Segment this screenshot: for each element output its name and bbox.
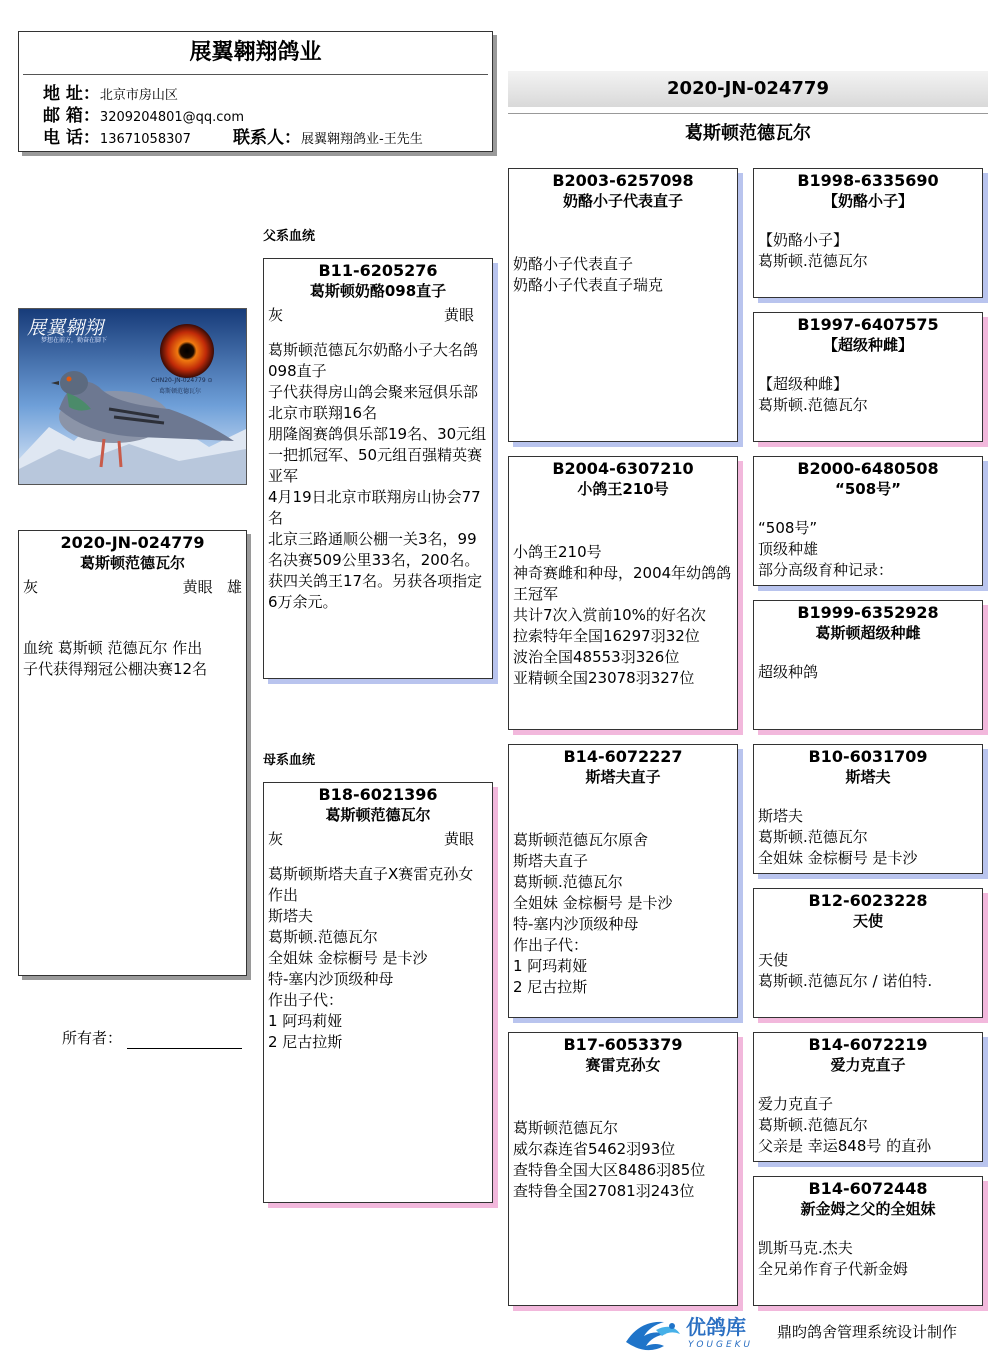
gen3-name: 斯塔夫直子 <box>585 768 661 786</box>
dam-section-label: 母系血统 <box>263 753 316 768</box>
email-label: 邮 箱： <box>43 106 100 126</box>
subject-color: 灰 <box>23 578 39 596</box>
gen4-notes: 天使 葛斯顿.范德瓦尔 / 诺伯特. <box>758 951 933 990</box>
gen4-notes: 【奶酪小子】 葛斯顿.范德瓦尔 <box>758 231 868 270</box>
phone-label: 电 话： <box>43 128 100 148</box>
sire-name: 葛斯顿奶酪098直子 <box>309 282 447 300</box>
gen3-ring: B2004-6307210 <box>552 459 694 478</box>
email-row <box>43 106 423 128</box>
contact-value: 展翼翱翔鸽业-王先生 <box>301 132 423 147</box>
dam-ring: B18-6021396 <box>318 785 438 804</box>
subject-attrs <box>19 577 246 598</box>
owner-row <box>62 1027 242 1049</box>
photo-slogan: 梦想在前方，勤奋在脚下 <box>41 337 108 344</box>
brand-logo-icon <box>620 1312 684 1358</box>
gen4-ring: B1998-6335690 <box>797 171 939 190</box>
subject-eye: 黄眼 <box>182 578 213 596</box>
gen4-name: 爱力克直子 <box>830 1056 906 1074</box>
gen4-ring: B14-6072219 <box>808 1035 928 1054</box>
right-header-ring-bar <box>508 71 988 107</box>
dam-name: 葛斯顿范德瓦尔 <box>325 806 431 824</box>
gen4-card-2 <box>753 312 983 442</box>
gen4-card-6 <box>753 888 983 1018</box>
gen4-name: 新金姆之父的全姐妹 <box>800 1200 936 1218</box>
gen3-name: 奶酪小子代表直子 <box>562 192 683 210</box>
gen3-ring: B17-6053379 <box>563 1035 683 1054</box>
gen4-card-4 <box>753 600 983 730</box>
gen4-card-3 <box>753 456 983 586</box>
gen3-card-2 <box>508 456 738 730</box>
gen4-notes: 超级种鸽 <box>758 663 819 681</box>
gen4-name: 【超级种雌】 <box>822 336 913 354</box>
email-value: 3209204801@qq.com <box>99 110 245 125</box>
pigeon-photo <box>18 308 247 485</box>
gen3-card-1 <box>508 168 738 442</box>
gen3-notes: 葛斯顿范德瓦尔原舍 斯塔夫直子 葛斯顿.范德瓦尔 全姐妹 金棕橱号 是卡沙 特-塞内沙顶级种母 作出子代： 1 阿玛莉娅 2 尼古拉斯 <box>513 831 673 996</box>
gen4-name: 天使 <box>852 912 883 930</box>
subject-ring: 2020-JN-024779 <box>60 533 205 552</box>
gen3-ring: B14-6072227 <box>563 747 683 766</box>
owner-input-line[interactable] <box>127 1031 242 1049</box>
gen4-ring: B2000-6480508 <box>797 459 939 478</box>
address-value: 北京市房山区 <box>99 88 178 103</box>
photo-banner-text: 展翼翱翔 <box>27 317 104 339</box>
sire-section-label: 父系血统 <box>263 229 316 244</box>
gen3-notes: 葛斯顿范德瓦尔 威尔森连省5462羽93位 查特鲁全国大区8486羽85位 查特鲁全国27081羽243位 <box>513 1119 706 1200</box>
gen4-notes: “508号” 顶级种雄 部分高级育种记录： <box>758 519 894 579</box>
gen4-ring: B10-6031709 <box>808 747 928 766</box>
gen4-name: 斯塔夫 <box>845 768 891 786</box>
owner-label: 所有者： <box>62 1029 123 1047</box>
gen4-name: 【奶酪小子】 <box>822 192 913 210</box>
phone-row <box>43 128 423 150</box>
gen3-name: 赛雷克孙女 <box>585 1056 661 1074</box>
photo-caption-name: 葛斯顿范德瓦尔 <box>159 388 202 395</box>
dam-card <box>263 782 493 1203</box>
subject-card <box>18 530 247 976</box>
right-header-name: 葛斯顿范德瓦尔 <box>685 123 811 144</box>
dam-notes: 葛斯顿斯塔夫直子X赛雷克孙女作出 斯塔夫 葛斯顿.范德瓦尔 全姐妹 金棕橱号 是卡沙 特-塞内沙顶级种母 作出子代： 1 阿玛莉娅 2 尼古拉斯 <box>268 865 474 1051</box>
gen4-notes: 凯斯马克.杰夫 全兄弟作育子代新金姆 <box>758 1239 909 1278</box>
loft-info-box <box>18 31 493 152</box>
dam-color: 灰 <box>268 830 284 848</box>
gen4-notes: 斯塔夫 葛斯顿.范德瓦尔 全姐妹 金棕橱号 是卡沙 <box>758 807 918 867</box>
sire-eye: 黄眼 <box>443 306 474 324</box>
contact-label: 联系人： <box>233 128 302 148</box>
gen4-card-1 <box>753 168 983 298</box>
gen4-ring: B12-6023228 <box>808 891 928 910</box>
gen3-name: 小鸽王210号 <box>577 480 669 498</box>
gen3-card-4 <box>508 1032 738 1306</box>
gen4-name: “508号” <box>834 480 902 498</box>
gen4-card-7 <box>753 1032 983 1162</box>
sire-attrs <box>264 305 492 326</box>
brand-name-en: YOUGEKU <box>688 1340 754 1350</box>
sire-card <box>263 258 493 679</box>
header-divider <box>23 74 488 75</box>
gen4-card-8 <box>753 1176 983 1306</box>
photo-caption-ring: CHN20-JN-024779 ⊙ <box>151 377 213 384</box>
gen3-notes: 小鸽王210号 神奇赛雌和种母，2004年幼鸽鸽王冠军 共计7次入赏前10%的好名次 拉索特年全国16297羽32位 波治全国48553羽326位 亚精顿全国23078羽327位 <box>513 543 732 687</box>
gen3-ring: B2003-6257098 <box>552 171 694 190</box>
right-header-divider <box>508 113 988 114</box>
gen4-notes: 【超级种雌】 葛斯顿.范德瓦尔 <box>758 375 868 414</box>
subject-notes: 血统 葛斯顿 范德瓦尔 作出 子代获得翔冠公棚决赛12名 <box>23 639 208 678</box>
dam-attrs <box>264 829 492 850</box>
subject-sex: 雄 <box>226 578 242 596</box>
address-row <box>43 84 423 106</box>
sire-color: 灰 <box>268 306 284 324</box>
footer <box>620 1312 1000 1360</box>
subject-name: 葛斯顿范德瓦尔 <box>79 554 185 572</box>
gen4-ring: B1997-6407575 <box>797 315 939 334</box>
right-header-ring: 2020-JN-024779 <box>667 78 829 99</box>
gen4-name: 葛斯顿超级种雌 <box>815 624 921 642</box>
sire-ring: B11-6205276 <box>318 261 438 280</box>
sire-notes: 葛斯顿范德瓦尔奶酪小子大名鸽098直子 子代获得房山鸽会聚来冠俱乐部北京市联翔16名 朋隆阁赛鸽俱乐部19名、30元组一把抓冠军、50元组百强精英赛亚军 4月19日北京市联翔房山协会77名 北京三路通顺公棚一关3名，99名决赛509公里33名，200名。获四关鸽王17名。另获各项指定6万余元。 <box>268 341 487 611</box>
gen4-card-5 <box>753 744 983 874</box>
gen4-ring: B14-6072448 <box>808 1179 928 1198</box>
credit-text: 鼎昀鸽舍管理系统设计制作 <box>777 1323 958 1341</box>
gen3-notes: 奶酪小子代表直子 奶酪小子代表直子瑞克 <box>513 255 664 294</box>
phone-value: 13671058307 <box>99 132 191 147</box>
gen4-notes: 爱力克直子 葛斯顿.范德瓦尔 父亲是 幸运848号 的直孙 <box>758 1095 932 1155</box>
brand-name: 优鸽库 <box>686 1315 746 1339</box>
loft-name: 展翼翱翔鸽业 <box>189 40 322 65</box>
dam-eye: 黄眼 <box>443 830 474 848</box>
gen4-ring: B1999-6352928 <box>797 603 939 622</box>
gen3-card-3 <box>508 744 738 1018</box>
address-label: 地 址： <box>43 84 100 104</box>
